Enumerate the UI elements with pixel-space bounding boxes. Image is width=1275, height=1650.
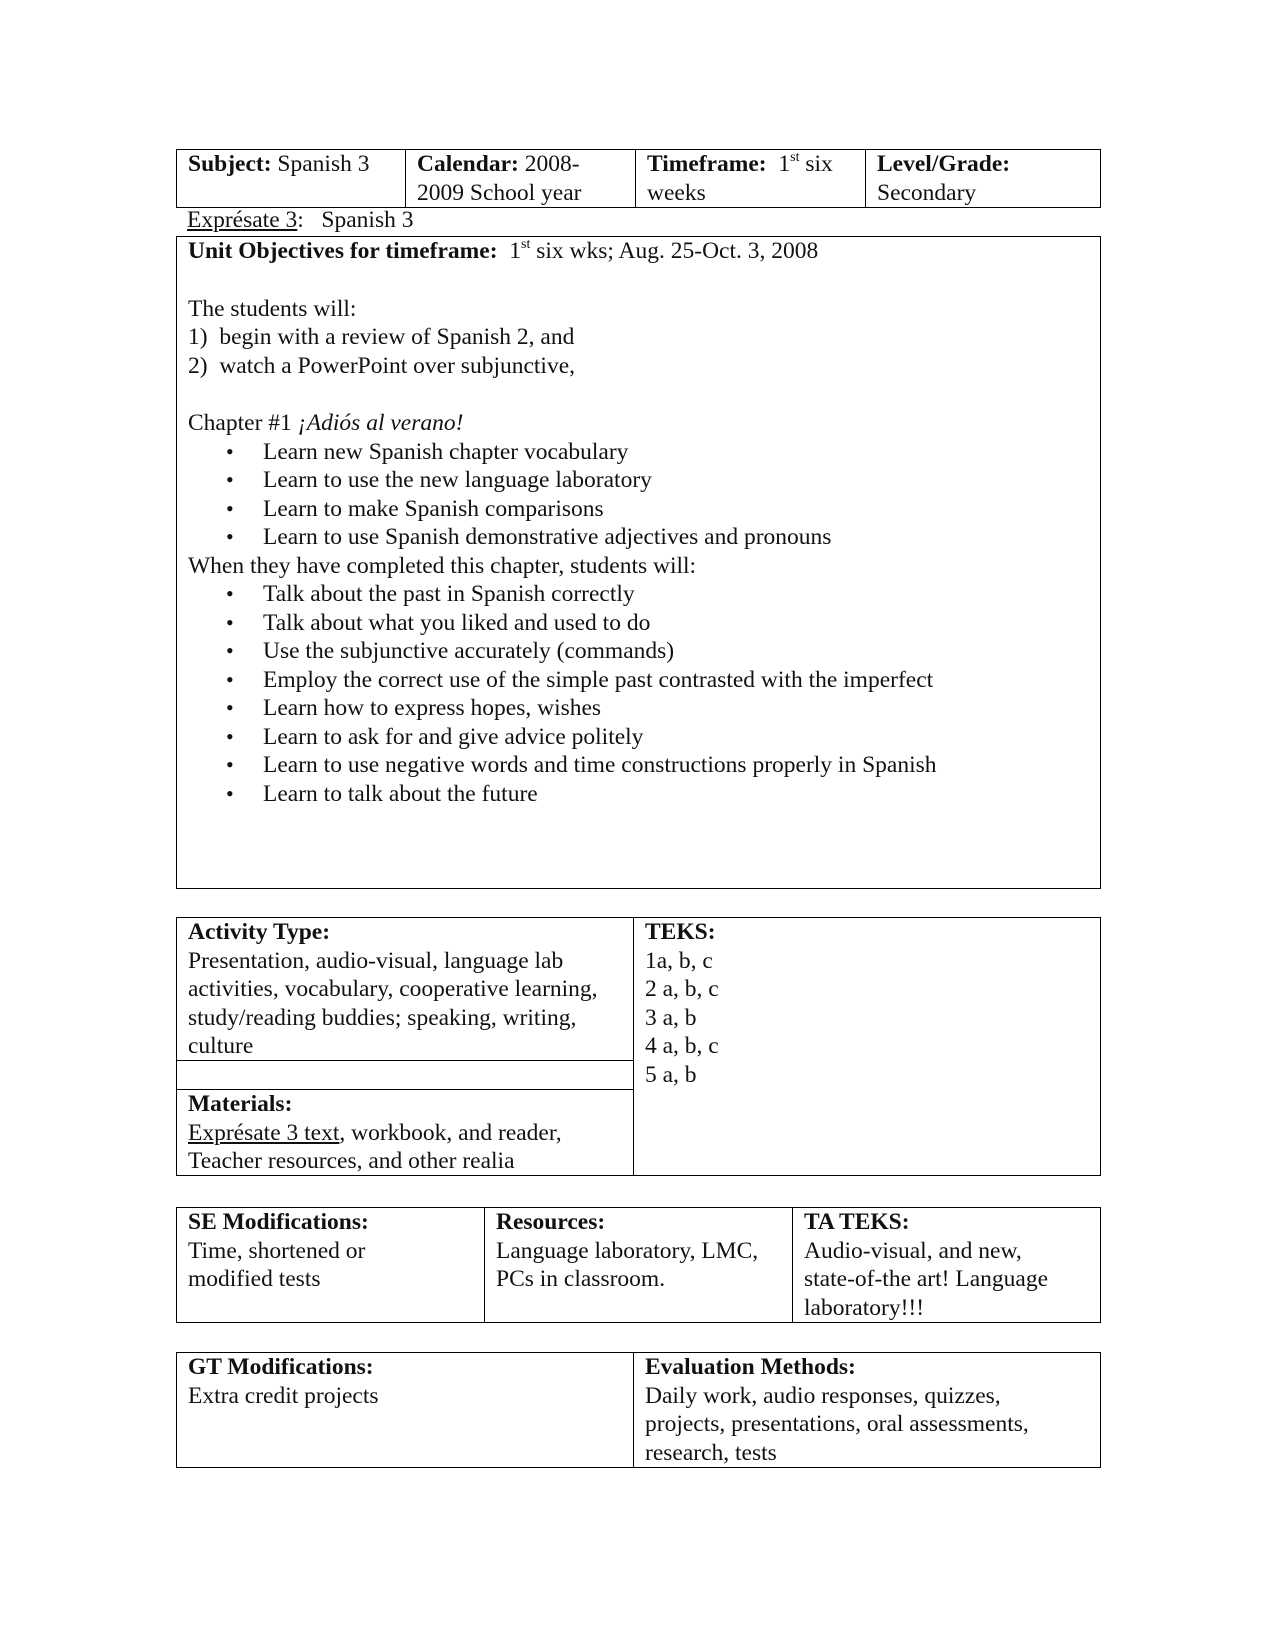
activity-line: study/reading buddies; speaking, writing, xyxy=(188,1004,577,1031)
step-1: 1) begin with a review of Spanish 2, and xyxy=(188,324,575,350)
ta-teks-line: laboratory!!! xyxy=(804,1294,925,1321)
materials-rest: , workbook, and reader, xyxy=(339,1119,562,1146)
materials-cell xyxy=(176,1089,633,1176)
resources-label: Resources: xyxy=(496,1209,606,1235)
objectives-label: Unit Objectives for timeframe: xyxy=(188,238,498,264)
evaluation-cell xyxy=(634,1353,1101,1468)
evaluation-line: Daily work, audio responses, quizzes, xyxy=(645,1382,1001,1409)
evaluation-table xyxy=(176,1352,1101,1468)
list-item: • Learn to make Spanish comparisons xyxy=(188,495,1089,524)
teks-line: 4 a, b, c xyxy=(645,1033,719,1059)
gt-line: Extra credit projects xyxy=(188,1382,379,1409)
book-line xyxy=(176,206,1112,235)
ta-teks-line: state-of-the art! Language xyxy=(804,1266,1049,1292)
activity-line: Presentation, audio-visual, language lab xyxy=(188,947,564,974)
chapter-title: ¡Adiós al verano! xyxy=(297,410,464,436)
materials-book: Exprésate 3 text xyxy=(188,1119,340,1146)
activity-cell xyxy=(176,917,633,1061)
se-cell xyxy=(177,1208,485,1323)
book-suffix: : Spanish 3 xyxy=(297,207,414,233)
activity-line: activities, vocabulary, cooperative learning, xyxy=(188,976,598,1002)
subject-value: Spanish 3 xyxy=(277,151,370,177)
resources-line: PCs in classroom. xyxy=(496,1266,666,1292)
list-item: • Learn to talk about the future xyxy=(188,780,1089,809)
evaluation-label: Evaluation Methods: xyxy=(645,1354,856,1380)
teks-line: 5 a, b xyxy=(645,1061,697,1088)
teks-line: 1a, b, c xyxy=(645,947,713,974)
students-intro: The students will: xyxy=(188,295,357,322)
teks-line: 3 a, b xyxy=(645,1004,697,1031)
ta-teks-label: TA TEKS: xyxy=(804,1209,910,1235)
calendar-value: 2008-2009 School year xyxy=(417,151,582,206)
timeframe-rest: six weeks xyxy=(647,151,833,206)
objectives-num: 1 xyxy=(509,238,522,264)
list-item: • Talk about what you liked and used to do xyxy=(188,609,1089,638)
list-item: • Use the subjunctive accurately (commands) xyxy=(188,637,1089,666)
chapter-line xyxy=(188,409,1089,438)
objectives-range: six wks; Aug. 25-Oct. 3, 2008 xyxy=(536,238,819,264)
ta-teks-cell xyxy=(793,1208,1101,1323)
level-label: Level/Grade: xyxy=(877,151,1011,177)
se-label: SE Modifications: xyxy=(188,1209,369,1235)
se-line: modified tests xyxy=(188,1266,321,1292)
list-item: • Learn to use negative words and time constructions properly in Spanish xyxy=(188,751,1089,780)
completion-intro: When they have completed this chapter, students will: xyxy=(188,552,697,579)
level-cell xyxy=(866,150,1101,208)
subject-cell xyxy=(177,150,406,208)
modifications-table xyxy=(176,1207,1101,1323)
timeframe-label: Timeframe: xyxy=(647,151,767,177)
list-item: • Talk about the past in Spanish correctly xyxy=(188,580,1089,609)
list-item: • Learn to use Spanish demonstrative adjectives and pronouns xyxy=(188,523,1089,552)
ta-teks-line: Audio-visual, and new, xyxy=(804,1237,1022,1264)
subject-label: Subject: xyxy=(188,151,272,177)
step-2: 2) watch a PowerPoint over subjunctive, xyxy=(188,352,576,379)
teks-label: TEKS: xyxy=(645,919,716,945)
activity-line: culture xyxy=(188,1033,254,1059)
list-item: • Learn to use the new language laboratory xyxy=(188,466,1089,495)
gt-cell xyxy=(177,1353,634,1468)
chapter-items xyxy=(188,438,1089,552)
materials-line-2: Teacher resources, and other realia xyxy=(188,1148,515,1174)
objectives-sup: st xyxy=(521,237,531,253)
evaluation-line: research, tests xyxy=(645,1439,777,1466)
activity-label: Activity Type: xyxy=(188,919,331,945)
list-item: • Learn to ask for and give advice politely xyxy=(188,723,1089,752)
chapter-prefix: Chapter #1 xyxy=(188,410,298,436)
gt-label: GT Modifications: xyxy=(188,1354,374,1380)
materials-line-1 xyxy=(188,1119,622,1148)
resources-line: Language laboratory, LMC, xyxy=(496,1237,759,1264)
list-item: • Learn how to express hopes, wishes xyxy=(188,694,1089,723)
evaluation-line: projects, presentations, oral assessments, xyxy=(645,1411,1029,1437)
header-table xyxy=(176,149,1101,208)
materials-label: Materials: xyxy=(188,1091,293,1117)
teks-line: 2 a, b, c xyxy=(645,976,719,1002)
calendar-label: Calendar: xyxy=(417,151,519,177)
book-title: Exprésate 3 xyxy=(187,207,298,233)
teks-cell xyxy=(633,917,1101,1176)
completion-items xyxy=(188,580,1089,808)
activity-block xyxy=(176,917,1101,1176)
list-item: • Employ the correct use of the simple past contrasted with the imperfect xyxy=(188,666,1089,695)
list-item: • Learn new Spanish chapter vocabulary xyxy=(188,438,1089,467)
se-line: Time, shortened or xyxy=(188,1237,366,1264)
objectives-cell xyxy=(177,237,1101,889)
objectives-heading xyxy=(188,237,1089,266)
resources-cell xyxy=(485,1208,793,1323)
level-value: Secondary xyxy=(877,179,977,206)
timeframe-cell xyxy=(636,150,866,208)
objectives-box xyxy=(176,236,1101,889)
timeframe-sup: st xyxy=(790,150,800,166)
calendar-cell xyxy=(406,150,636,208)
timeframe-num: 1 xyxy=(778,151,791,177)
